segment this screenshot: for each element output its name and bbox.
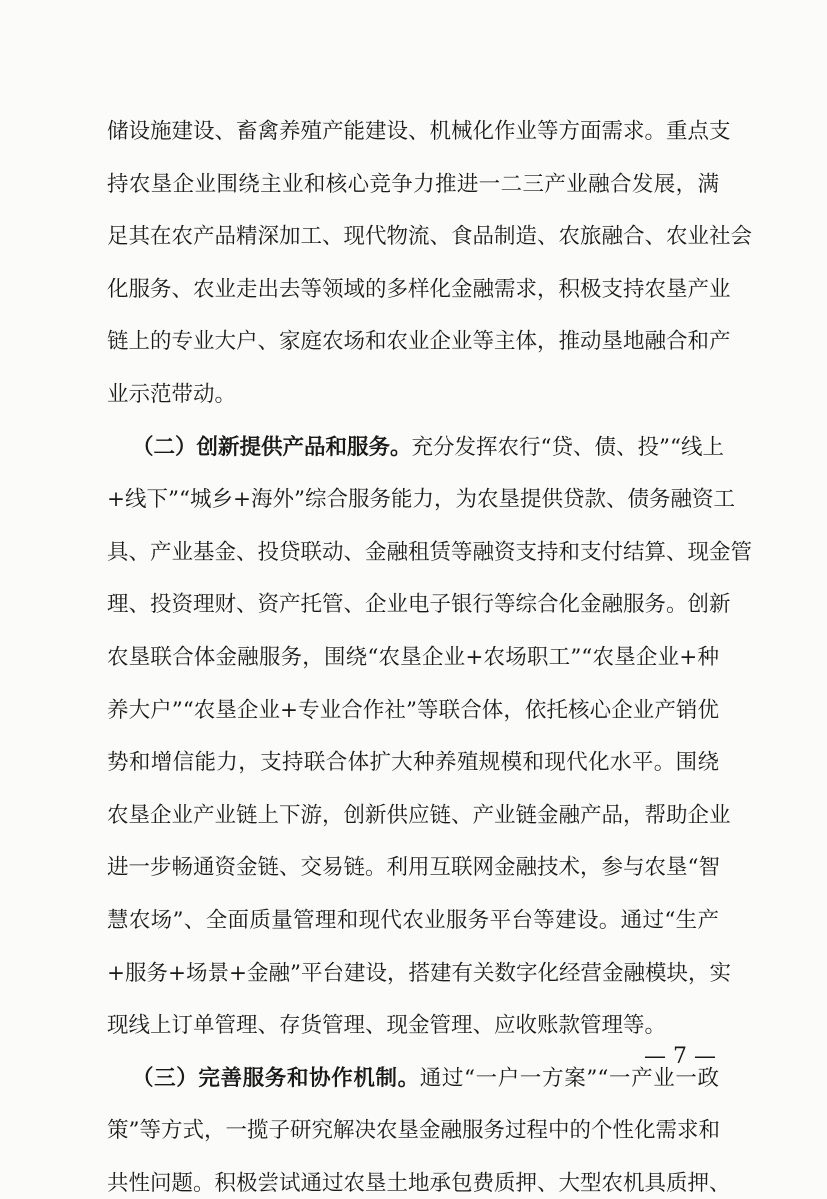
section-3-heading: （三）完善服务和协作机制。 [132, 1065, 420, 1091]
paragraph-line: 具、产业基金、投贷联动、金融租赁等融资支持和支付结算、现金管 [107, 539, 753, 565]
section-3-first-line [132, 1064, 719, 1094]
paragraph-line: +线下”“城乡+海外”综合服务能力，为农垦提供贷款、债务融资工 [107, 487, 736, 513]
paragraph-line: 进一步畅通资金链、交易链。利用互联网金融技术，参与农垦“智 [107, 855, 720, 881]
paragraph-line: 储设施建设、畜禽养殖产能建设、机械化作业等方面需求。重点支 [107, 119, 731, 144]
section-2-first-line [132, 433, 724, 463]
paragraph-line: 慧农场”、全面质量管理和现代农业服务平台等建设。通过“生产 [107, 908, 719, 933]
paragraph-line: +服务+场景+金融”平台建设，搭建有关数字化经营金融模块，实 [107, 960, 732, 986]
paragraph-line: 势和增信能力，支持联合体扩大种养殖规模和现代化水平。围绕 [107, 750, 719, 776]
section-2-heading: （二）创新提供产品和服务。 [132, 434, 412, 460]
paragraph-line: 现线上订单管理、存货管理、现金管理、应收账款管理等。 [107, 1013, 667, 1039]
section-2-lead-text: 充分发挥农行“贷、债、投”“线上 [411, 434, 724, 460]
paragraph-line: 持农垦企业围绕主业和核心竞争力推进一二三产业融合发展，满 [107, 171, 719, 197]
paragraph-line: 农垦联合体金融服务，围绕“农垦企业+农场职工”“农垦企业+种 [107, 645, 719, 670]
paragraph-line: 农垦企业产业链上下游，创新供应链、产业链金融产品，帮助企业 [107, 802, 731, 828]
paragraph-line: 业示范带动。 [107, 382, 237, 407]
paragraph-line: 化服务、农业走出去等领域的多样化金融需求，积极支持农垦产业 [107, 276, 731, 302]
paragraph-line: 策”等方式，一揽子研究解决农垦金融服务过程中的个性化需求和 [107, 1118, 720, 1144]
paragraph-line: 链上的专业大户、家庭农场和农业企业等主体，推动垦地融合和产 [107, 329, 731, 355]
paragraph-line: 足其在农产品精深加工、现代物流、食品制造、农旅融合、农业社会 [107, 224, 753, 250]
paragraph-line: 理、投资理财、资产托管、企业电子银行等综合化金融服务。创新 [107, 592, 731, 618]
paragraph-line: 共性问题。积极尝试通过农垦土地承包费质押、大型农机具质押、 [107, 1171, 731, 1196]
page-number: — 7 — [644, 1044, 716, 1069]
paragraph-line: 养大户”“农垦企业+专业合作社”等联合体，依托核心企业产销优 [107, 697, 719, 723]
section-3-lead-text: 通过“一户一方案”“一产业一政 [419, 1065, 719, 1091]
